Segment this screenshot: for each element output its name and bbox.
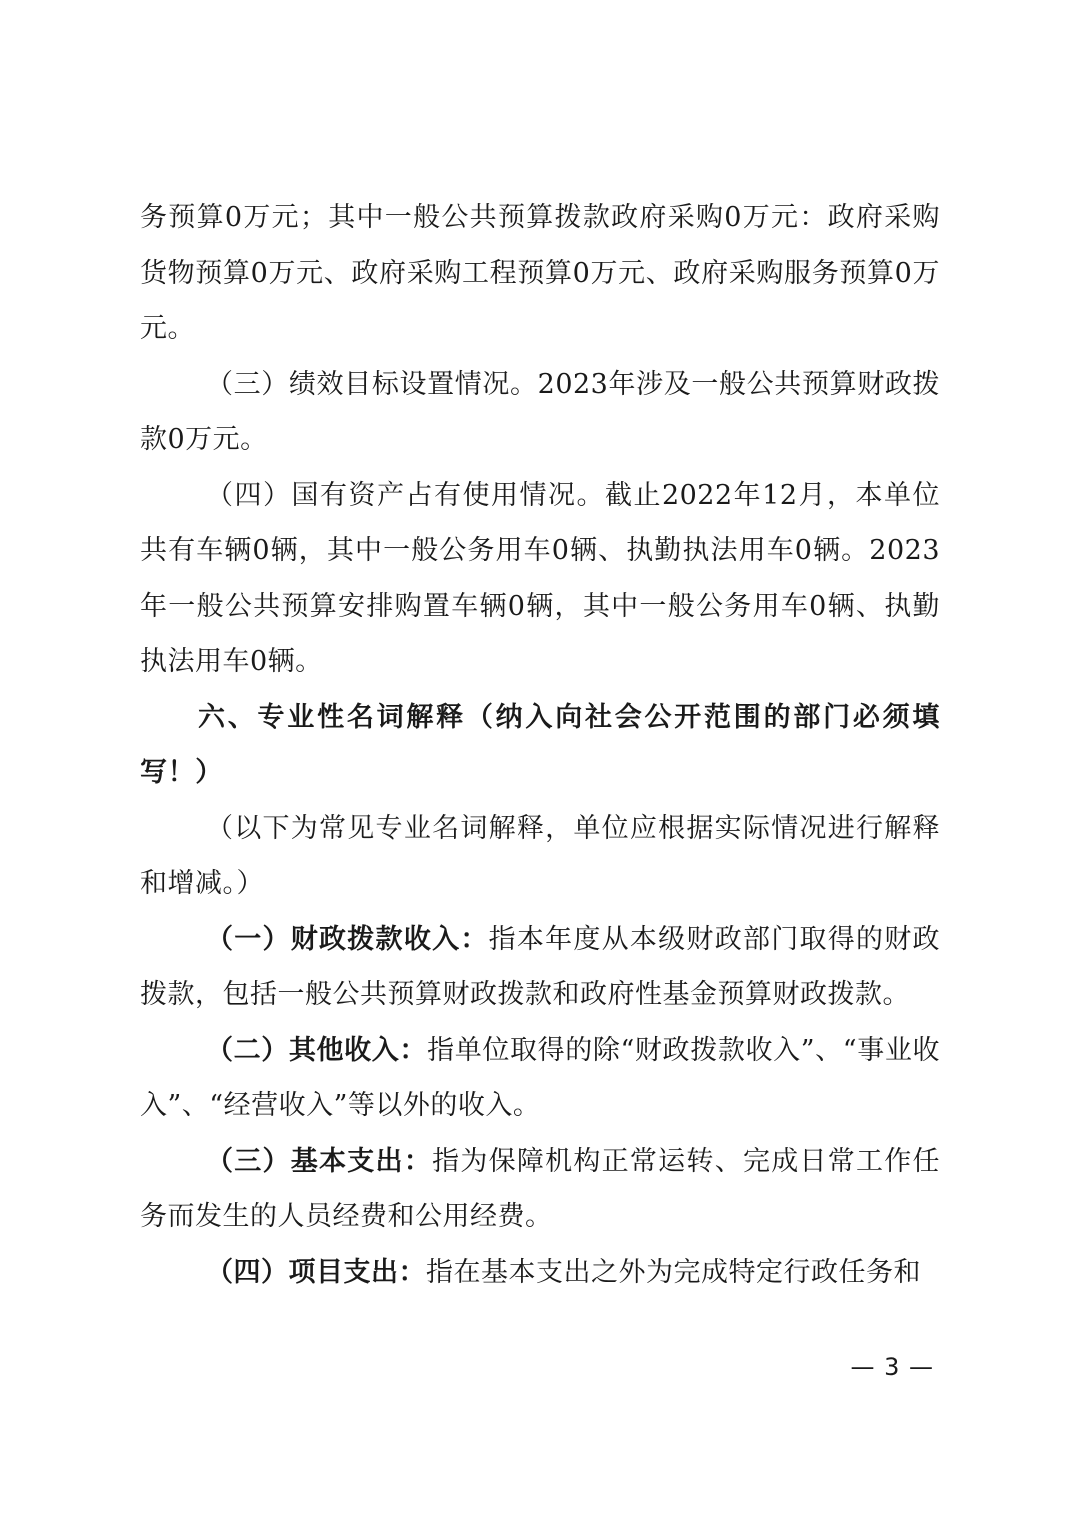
definition-term: （二）其他收入： <box>206 1034 428 1066</box>
definition-term: （三）基本支出： <box>206 1145 433 1177</box>
definition-text: 指在基本支出之外为完成特定行政任务和 <box>426 1256 921 1288</box>
definition-term: （四）项目支出： <box>206 1256 426 1288</box>
section-heading-terminology: 六、专业性名词解释（纳入向社会公开范围的部门必须填写！） <box>140 701 940 788</box>
definition-text: 指本年度从本级财政部门取得的财政拨款，包括一般公共预算财政拨款和政府性基金预算财政拨款。 <box>140 923 941 1010</box>
body-text <box>140 190 940 1300</box>
definition-term: （一）财政拨款收入： <box>206 923 489 955</box>
paragraph-state-assets: （四）国有资产占有使用情况。截止2022年12月，本单位共有车辆0辆，其中一般公务用车0辆、执勤执法用车0辆。2023年一般公共预算安排购置车辆0辆，其中一般公务用车0辆、执勤执法用车0辆。 <box>140 479 940 677</box>
definition-other-income <box>140 1023 940 1134</box>
definition-fiscal-appropriation-income <box>140 912 940 1023</box>
definition-basic-expenditure <box>140 1134 940 1245</box>
paragraph-performance-goals: （三）绩效目标设置情况。2023年涉及一般公共预算财政拨款0万元。 <box>140 368 940 455</box>
page-number: — 3 — <box>850 1353 934 1381</box>
definition-project-expenditure <box>140 1245 940 1301</box>
definition-text: 指单位取得的除“财政拨款收入”、“事业收入”、“经营收入”等以外的收入。 <box>140 1034 940 1121</box>
definition-text: 指为保障机构正常运转、完成日常工作任务而发生的人员经费和公用经费。 <box>140 1145 941 1232</box>
paragraph-procurement-continuation: 务预算0万元；其中一般公共预算拨款政府采购0万元：政府采购货物预算0万元、政府采购工程预算0万元、政府采购服务预算0万元。 <box>140 202 940 344</box>
paragraph-terminology-note: （以下为常见专业名词解释，单位应根据实际情况进行解释和增减。） <box>140 812 940 899</box>
